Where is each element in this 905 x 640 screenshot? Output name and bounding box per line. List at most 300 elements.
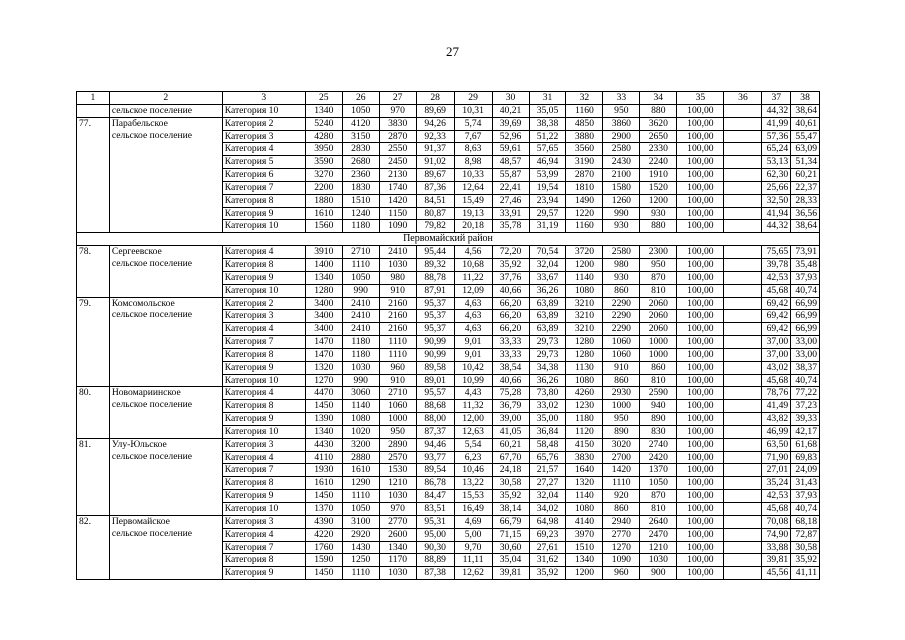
value-cell: 100,00 (677, 503, 724, 516)
value-cell: 2330 (640, 143, 677, 156)
value-cell: 64,98 (529, 515, 566, 528)
settlement-name (109, 104, 222, 117)
value-cell: 95,37 (416, 323, 454, 336)
value-cell (724, 361, 762, 374)
table-row (77, 515, 820, 528)
category-cell: Категория 2 (222, 117, 305, 130)
category-cell: Категория 4 (222, 246, 305, 259)
value-cell: 39,78 (762, 258, 791, 271)
value-cell (724, 220, 762, 233)
settlement-name-line: сельское поселение (111, 104, 193, 116)
value-cell: 93,77 (416, 451, 454, 464)
value-cell (724, 554, 762, 567)
value-cell: 72,20 (492, 246, 529, 259)
value-cell (724, 413, 762, 426)
value-cell: 3210 (566, 310, 603, 323)
value-cell: 88,00 (416, 413, 454, 426)
value-cell: 980 (379, 271, 416, 284)
row-number: 79. (77, 297, 110, 387)
value-cell (724, 387, 762, 400)
column-header: 29 (454, 92, 492, 105)
value-cell: 100,00 (677, 464, 724, 477)
value-cell: 12,62 (454, 567, 492, 580)
value-cell: 860 (603, 374, 640, 387)
value-cell: 43,02 (762, 361, 791, 374)
value-cell: 35,24 (762, 477, 791, 490)
value-cell: 36,79 (492, 400, 529, 413)
row-number: 77. (77, 117, 110, 233)
value-cell: 40,61 (791, 117, 820, 130)
value-cell: 1110 (342, 258, 379, 271)
value-cell: 1250 (342, 554, 379, 567)
value-cell: 92,33 (416, 130, 454, 143)
value-cell: 100,00 (677, 297, 724, 310)
category-cell: Категория 2 (222, 297, 305, 310)
value-cell: 27,61 (529, 541, 566, 554)
value-cell: 100,00 (677, 336, 724, 349)
header-row (77, 92, 820, 105)
value-cell: 2410 (342, 310, 379, 323)
value-cell: 1140 (566, 490, 603, 503)
value-cell (724, 194, 762, 207)
value-cell: 1470 (305, 336, 342, 349)
table-row (77, 246, 820, 259)
category-cell: Категория 9 (222, 361, 305, 374)
value-cell: 70,08 (762, 515, 791, 528)
value-cell: 52,96 (492, 130, 529, 143)
value-cell: 71,90 (762, 451, 791, 464)
value-cell: 3860 (603, 117, 640, 130)
value-cell: 90,99 (416, 336, 454, 349)
value-cell: 2700 (603, 451, 640, 464)
page-number: 27 (446, 44, 459, 59)
value-cell: 2410 (342, 297, 379, 310)
value-cell: 57,36 (762, 130, 791, 143)
value-cell: 830 (640, 425, 677, 438)
value-cell: 3950 (305, 143, 342, 156)
value-cell: 2740 (640, 438, 677, 451)
value-cell: 94,26 (416, 117, 454, 130)
value-cell: 41,94 (762, 207, 791, 220)
value-cell: 1110 (379, 348, 416, 361)
value-cell: 2920 (342, 528, 379, 541)
value-cell: 95,31 (416, 515, 454, 528)
value-cell: 3060 (342, 387, 379, 400)
value-cell: 990 (342, 374, 379, 387)
value-cell: 1610 (305, 477, 342, 490)
value-cell: 35,78 (492, 220, 529, 233)
value-cell: 100,00 (677, 425, 724, 438)
settlement-name (109, 515, 222, 579)
value-cell: 100,00 (677, 348, 724, 361)
value-cell: 1050 (342, 503, 379, 516)
value-cell: 1020 (342, 425, 379, 438)
value-cell: 1000 (603, 400, 640, 413)
value-cell: 990 (342, 284, 379, 297)
value-cell (724, 104, 762, 117)
category-cell: Категория 7 (222, 336, 305, 349)
value-cell: 950 (640, 258, 677, 271)
value-cell: 32,04 (529, 258, 566, 271)
column-header: 28 (416, 92, 454, 105)
category-cell: Категория 8 (222, 348, 305, 361)
value-cell: 100,00 (677, 541, 724, 554)
column-header: 27 (379, 92, 416, 105)
value-cell: 910 (603, 361, 640, 374)
value-cell: 1340 (566, 554, 603, 567)
value-cell: 4,56 (454, 246, 492, 259)
value-cell: 1390 (305, 413, 342, 426)
value-cell: 29,73 (529, 336, 566, 349)
value-cell: 38,54 (492, 361, 529, 374)
value-cell: 1180 (342, 220, 379, 233)
value-cell (724, 374, 762, 387)
value-cell: 970 (379, 104, 416, 117)
value-cell: 1030 (342, 361, 379, 374)
value-cell: 19,54 (529, 181, 566, 194)
value-cell: 44,32 (762, 104, 791, 117)
value-cell: 1140 (342, 400, 379, 413)
settlement-name (109, 117, 222, 233)
value-cell: 27,46 (492, 194, 529, 207)
value-cell: 100,00 (677, 323, 724, 336)
value-cell: 27,01 (762, 464, 791, 477)
value-cell: 2710 (379, 387, 416, 400)
value-cell: 63,89 (529, 323, 566, 336)
value-cell: 2680 (342, 156, 379, 169)
value-cell: 100,00 (677, 400, 724, 413)
column-header: 26 (342, 92, 379, 105)
value-cell: 88,78 (416, 271, 454, 284)
settlement-name-line: Первомайское (111, 515, 170, 527)
value-cell: 10,68 (454, 258, 492, 271)
category-cell: Категория 8 (222, 400, 305, 413)
value-cell: 33,00 (791, 336, 820, 349)
value-cell: 27,27 (529, 477, 566, 490)
value-cell: 40,21 (492, 104, 529, 117)
value-cell: 1110 (342, 490, 379, 503)
value-cell: 32,04 (529, 490, 566, 503)
value-cell: 39,81 (492, 567, 529, 580)
value-cell: 2650 (640, 130, 677, 143)
value-cell: 33,00 (791, 348, 820, 361)
value-cell: 1000 (379, 413, 416, 426)
settlement-name-line: Улу-Юльское (111, 438, 167, 450)
value-cell: 1610 (305, 207, 342, 220)
value-cell (724, 156, 762, 169)
value-cell: 63,89 (529, 297, 566, 310)
value-cell: 2410 (379, 246, 416, 259)
value-cell (724, 451, 762, 464)
value-cell: 810 (640, 284, 677, 297)
value-cell: 30,60 (492, 541, 529, 554)
column-header: 2 (109, 92, 222, 105)
value-cell: 12,64 (454, 181, 492, 194)
value-cell: 930 (603, 271, 640, 284)
value-cell: 1060 (379, 400, 416, 413)
value-cell: 24,09 (791, 464, 820, 477)
value-cell: 2770 (379, 515, 416, 528)
value-cell: 100,00 (677, 169, 724, 182)
value-cell: 1130 (566, 361, 603, 374)
value-cell: 22,41 (492, 181, 529, 194)
value-cell: 38,37 (791, 361, 820, 374)
value-cell: 3830 (379, 117, 416, 130)
value-cell (724, 503, 762, 516)
value-cell: 2870 (566, 169, 603, 182)
value-cell: 25,66 (762, 181, 791, 194)
value-cell: 3210 (566, 323, 603, 336)
value-cell: 33,33 (492, 348, 529, 361)
settlement-name-line: Новомариинское (111, 387, 181, 399)
value-cell: 89,69 (416, 104, 454, 117)
value-cell: 37,93 (791, 271, 820, 284)
value-cell: 10,33 (454, 169, 492, 182)
row-number: 82. (77, 515, 110, 579)
value-cell: 880 (640, 220, 677, 233)
value-cell: 1490 (566, 194, 603, 207)
category-cell: Категория 5 (222, 156, 305, 169)
value-cell: 1340 (305, 425, 342, 438)
value-cell: 100,00 (677, 361, 724, 374)
value-cell: 11,32 (454, 400, 492, 413)
value-cell: 100,00 (677, 413, 724, 426)
value-cell: 4140 (566, 515, 603, 528)
value-cell: 1910 (640, 169, 677, 182)
value-cell: 1060 (603, 336, 640, 349)
column-header: 37 (762, 92, 791, 105)
value-cell: 86,78 (416, 477, 454, 490)
value-cell: 44,32 (762, 220, 791, 233)
value-cell: 960 (603, 567, 640, 580)
value-cell: 1160 (566, 104, 603, 117)
value-cell: 10,99 (454, 374, 492, 387)
value-cell: 890 (603, 425, 640, 438)
value-cell: 1110 (342, 567, 379, 580)
settlement-name (109, 246, 222, 297)
table-row (77, 297, 820, 310)
value-cell: 36,26 (529, 284, 566, 297)
settlement-name-line: сельское поселение (111, 309, 193, 321)
value-cell: 9,70 (454, 541, 492, 554)
value-cell: 32,50 (762, 194, 791, 207)
value-cell (724, 169, 762, 182)
value-cell: 930 (640, 207, 677, 220)
value-cell: 35,04 (492, 554, 529, 567)
value-cell: 1140 (566, 271, 603, 284)
value-cell: 2240 (640, 156, 677, 169)
category-cell: Категория 3 (222, 438, 305, 451)
value-cell: 30,58 (791, 541, 820, 554)
value-cell: 33,67 (529, 271, 566, 284)
value-cell: 1220 (566, 207, 603, 220)
value-cell: 4150 (566, 438, 603, 451)
value-cell: 4280 (305, 130, 342, 143)
value-cell: 2940 (603, 515, 640, 528)
value-cell: 2580 (603, 246, 640, 259)
value-cell (724, 143, 762, 156)
value-cell: 87,36 (416, 181, 454, 194)
value-cell: 1740 (379, 181, 416, 194)
category-cell: Категория 3 (222, 130, 305, 143)
value-cell: 43,82 (762, 413, 791, 426)
value-cell: 40,74 (791, 374, 820, 387)
value-cell: 2930 (603, 387, 640, 400)
value-cell: 1320 (566, 477, 603, 490)
value-cell: 10,46 (454, 464, 492, 477)
value-cell (724, 425, 762, 438)
value-cell: 9,01 (454, 348, 492, 361)
value-cell: 100,00 (677, 271, 724, 284)
value-cell: 100,00 (677, 130, 724, 143)
value-cell: 2160 (379, 297, 416, 310)
value-cell: 40,74 (791, 284, 820, 297)
value-cell: 45,68 (762, 503, 791, 516)
value-cell: 2570 (379, 451, 416, 464)
value-cell: 95,37 (416, 310, 454, 323)
value-cell: 1050 (640, 477, 677, 490)
value-cell: 2410 (342, 323, 379, 336)
value-cell (724, 528, 762, 541)
value-cell: 100,00 (677, 156, 724, 169)
value-cell: 5,00 (454, 528, 492, 541)
value-cell: 89,67 (416, 169, 454, 182)
value-cell: 4,43 (454, 387, 492, 400)
value-cell: 63,09 (791, 143, 820, 156)
category-cell: Категория 10 (222, 374, 305, 387)
value-cell: 30,58 (492, 477, 529, 490)
value-cell: 1340 (305, 104, 342, 117)
value-cell: 38,64 (791, 220, 820, 233)
value-cell: 73,91 (791, 246, 820, 259)
value-cell: 3200 (342, 438, 379, 451)
value-cell: 66,20 (492, 310, 529, 323)
category-cell: Категория 10 (222, 503, 305, 516)
value-cell: 59,61 (492, 143, 529, 156)
category-cell: Категория 4 (222, 451, 305, 464)
value-cell: 1090 (603, 554, 640, 567)
value-cell: 3720 (566, 246, 603, 259)
value-cell: 36,84 (529, 425, 566, 438)
value-cell: 51,22 (529, 130, 566, 143)
table-row (77, 387, 820, 400)
value-cell: 100,00 (677, 477, 724, 490)
value-cell (724, 515, 762, 528)
value-cell: 4390 (305, 515, 342, 528)
value-cell: 1050 (342, 271, 379, 284)
category-cell: Категория 10 (222, 284, 305, 297)
value-cell: 1580 (603, 181, 640, 194)
value-cell: 37,00 (762, 336, 791, 349)
value-cell (724, 490, 762, 503)
value-cell: 1050 (342, 104, 379, 117)
value-cell: 35,92 (492, 258, 529, 271)
value-cell: 7,67 (454, 130, 492, 143)
category-cell: Категория 8 (222, 258, 305, 271)
value-cell: 2890 (379, 438, 416, 451)
value-cell: 87,37 (416, 425, 454, 438)
value-cell: 42,53 (762, 271, 791, 284)
column-header: 32 (566, 92, 603, 105)
category-cell: Категория 9 (222, 490, 305, 503)
value-cell: 1610 (342, 464, 379, 477)
value-cell: 1470 (305, 348, 342, 361)
value-cell: 33,33 (492, 336, 529, 349)
value-cell: 810 (640, 374, 677, 387)
row-number (77, 104, 110, 117)
value-cell: 3190 (566, 156, 603, 169)
value-cell: 4,63 (454, 310, 492, 323)
value-cell: 1180 (566, 413, 603, 426)
value-cell: 41,99 (762, 117, 791, 130)
value-cell: 37,76 (492, 271, 529, 284)
value-cell: 3560 (566, 143, 603, 156)
value-cell: 970 (379, 503, 416, 516)
value-cell: 1210 (640, 541, 677, 554)
category-cell: Категория 9 (222, 271, 305, 284)
value-cell: 2160 (379, 323, 416, 336)
value-cell: 79,82 (416, 220, 454, 233)
value-cell: 960 (379, 361, 416, 374)
value-cell: 40,74 (791, 503, 820, 516)
value-cell: 34,38 (529, 361, 566, 374)
value-cell: 1930 (305, 464, 342, 477)
value-cell: 1030 (640, 554, 677, 567)
value-cell: 3910 (305, 246, 342, 259)
value-cell: 38,14 (492, 503, 529, 516)
value-cell: 69,23 (529, 528, 566, 541)
value-cell: 810 (640, 503, 677, 516)
category-cell: Категория 4 (222, 528, 305, 541)
value-cell (724, 271, 762, 284)
value-cell: 1640 (566, 464, 603, 477)
value-cell: 1260 (603, 194, 640, 207)
value-cell: 2710 (342, 246, 379, 259)
value-cell: 36,26 (529, 374, 566, 387)
category-cell: Категория 3 (222, 515, 305, 528)
value-cell: 1450 (305, 490, 342, 503)
value-cell: 1290 (342, 477, 379, 490)
value-cell (724, 336, 762, 349)
value-cell: 1450 (305, 567, 342, 580)
value-cell: 90,99 (416, 348, 454, 361)
value-cell: 1880 (305, 194, 342, 207)
value-cell: 91,02 (416, 156, 454, 169)
value-cell: 41,05 (492, 425, 529, 438)
value-cell: 95,57 (416, 387, 454, 400)
value-cell: 4,69 (454, 515, 492, 528)
value-cell: 100,00 (677, 554, 724, 567)
value-cell: 3590 (305, 156, 342, 169)
row-number: 78. (77, 246, 110, 297)
value-cell: 11,11 (454, 554, 492, 567)
value-cell (724, 438, 762, 451)
value-cell: 1830 (342, 181, 379, 194)
table-row (77, 104, 820, 117)
value-cell: 2290 (603, 297, 640, 310)
value-cell: 66,20 (492, 323, 529, 336)
value-cell: 1520 (640, 181, 677, 194)
value-cell: 3100 (342, 515, 379, 528)
value-cell: 100,00 (677, 207, 724, 220)
value-cell: 2580 (603, 143, 640, 156)
value-cell: 73,80 (529, 387, 566, 400)
value-cell: 9,01 (454, 336, 492, 349)
value-cell: 1510 (566, 541, 603, 554)
value-cell: 39,69 (492, 117, 529, 130)
value-cell: 100,00 (677, 310, 724, 323)
value-cell: 1160 (566, 220, 603, 233)
